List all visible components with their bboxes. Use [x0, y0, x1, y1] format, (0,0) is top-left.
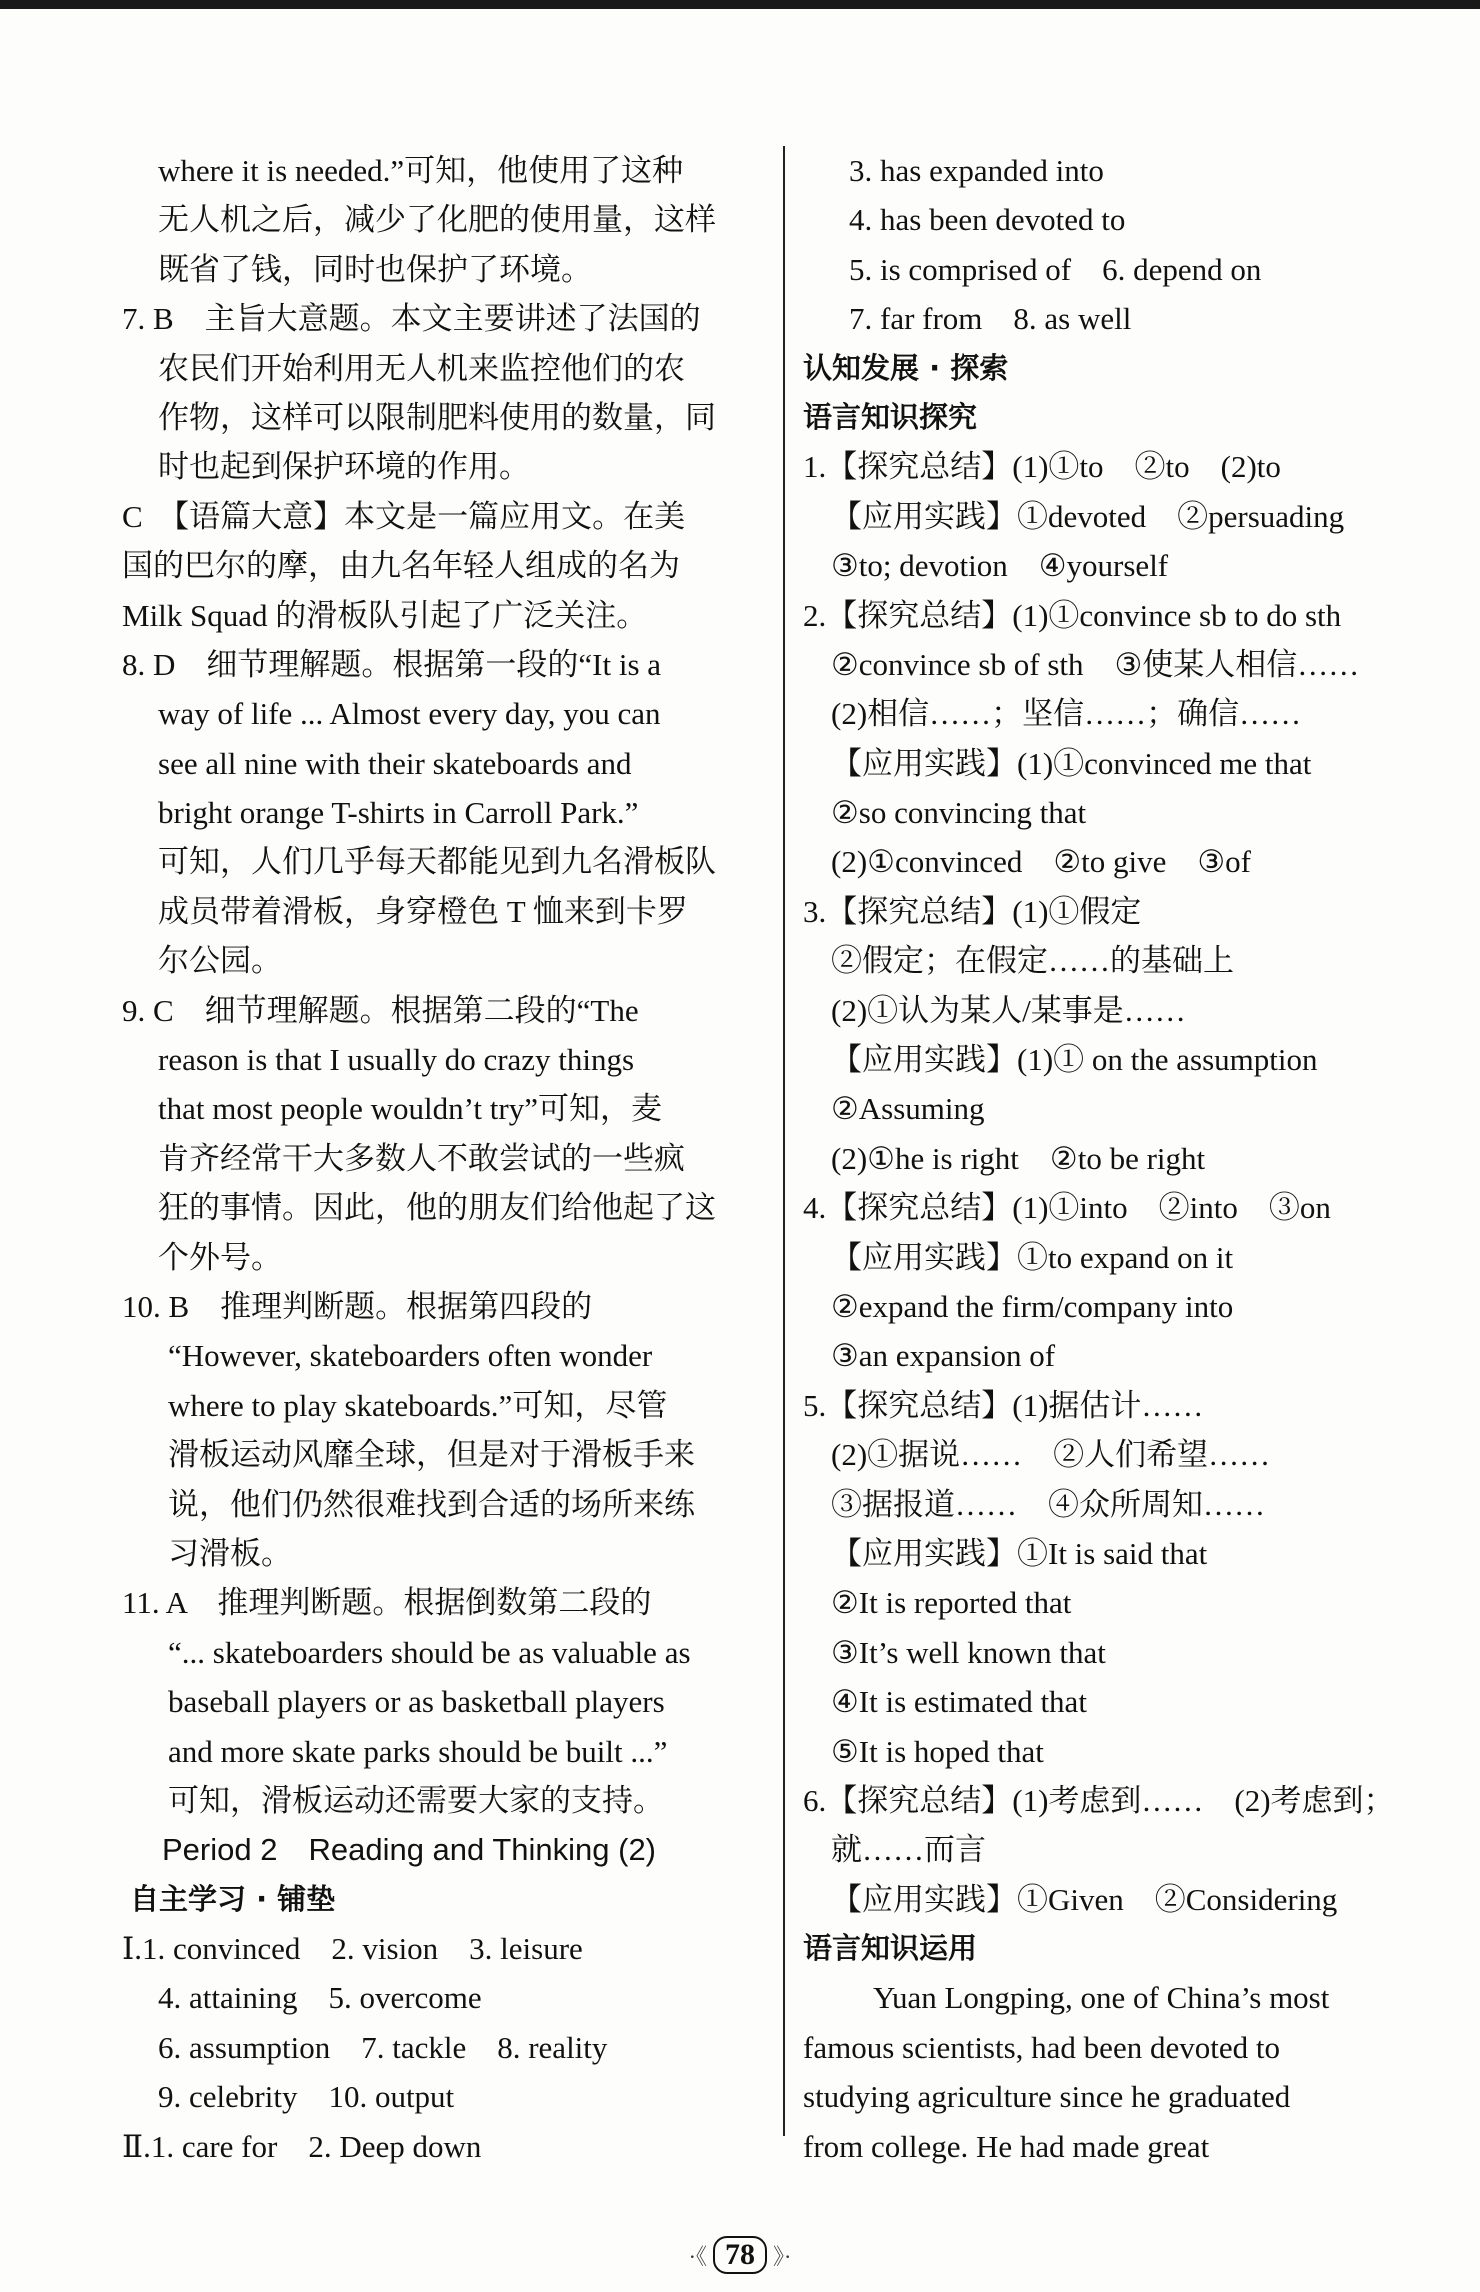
right-text-line: Yuan Longping, one of China’s most [873, 1980, 1330, 2016]
right-text-line: ②expand the firm/company into [831, 1288, 1234, 1324]
right-text-line: (2)①he is right ②to be right [831, 1140, 1206, 1176]
left-text-line: 自主学习 · 铺垫 [130, 1881, 336, 1916]
right-text-line: 【应用实践】①to expand on it [831, 1239, 1234, 1275]
right-text-line: (2)相信……；坚信……；确信…… [831, 696, 1302, 732]
page-number-footer [0, 2236, 1480, 2274]
right-text-line: 语言知识运用 [803, 1931, 978, 1966]
right-text-line: 认知发展 · 探索 [803, 350, 1009, 385]
left-text-line: baseball players or as basketball players [168, 1684, 665, 1720]
left-text-line: 时也起到保护环境的作用。 [158, 449, 530, 485]
right-text-line: ②so convincing that [831, 795, 1087, 831]
left-text-line: way of life ... Almost every day, you can [158, 696, 661, 732]
right-text-line: 3.【探究总结】(1)①假定 [803, 893, 1142, 929]
left-text-line: 9. celebrity 10. output [158, 2079, 455, 2115]
right-text-line: from college. He had made great [803, 2128, 1210, 2164]
left-text-line: 尔公园。 [158, 943, 282, 979]
right-text-line: ③to; devotion ④yourself [831, 548, 1169, 584]
right-text-line: ③an expansion of [831, 1338, 1056, 1374]
left-text-line: 6. assumption 7. tackle 8. reality [158, 2029, 608, 2065]
left-text-line: 个外号。 [158, 1239, 282, 1275]
right-text-line: 【应用实践】①Given ②Considering [831, 1881, 1338, 1917]
left-text-line: 滑板运动风靡全球，但是对于滑板手来 [168, 1437, 695, 1473]
right-text-line: ⑤It is hoped that [831, 1733, 1044, 1769]
left-text-line: 8. D 细节理解题。根据第一段的“It is a [122, 646, 662, 682]
left-text-line: reason is that I usually do crazy things [158, 1042, 635, 1078]
left-text-line: 9. C 细节理解题。根据第二段的“The [122, 992, 639, 1028]
right-text-line: ②Assuming [831, 1091, 985, 1127]
left-text-line: bright orange T-shirts in Carroll Park.” [158, 795, 639, 831]
left-text-line: 既省了钱，同时也保护了环境。 [158, 251, 592, 287]
left-text-line: 可知，滑板运动还需要大家的支持。 [168, 1782, 664, 1818]
column-divider [783, 146, 785, 2136]
left-text-line: “... skateboarders should be as valuable as [168, 1634, 691, 1670]
left-text-line: 成员带着滑板，身穿橙色 T 恤来到卡罗 [158, 893, 688, 929]
right-text-line: 【应用实践】(1)①convinced me that [831, 745, 1312, 781]
right-text-line: studying agriculture since he graduated [803, 2079, 1291, 2115]
left-text-line: 4. attaining 5. overcome [158, 1980, 482, 2016]
left-text-line: and more skate parks should be built ...” [168, 1733, 668, 1769]
left-column [122, 146, 762, 2171]
left-text-line: that most people wouldn’t try”可知，麦 [158, 1091, 662, 1127]
left-text-line: 习滑板。 [168, 1535, 292, 1571]
right-text-line: (2)①认为某人/某事是…… [831, 992, 1186, 1028]
left-text-line: Period 2 Reading and Thinking (2) [162, 1832, 657, 1868]
left-text-line: 狂的事情。因此，他的朋友们给他起了这 [158, 1190, 716, 1226]
left-text-line: see all nine with their skateboards and [158, 745, 632, 781]
left-text-line: 可知，人们几乎每天都能见到九名滑板队 [158, 844, 716, 880]
right-text-line: 6.【探究总结】(1)考虑到…… (2)考虑到； [803, 1782, 1395, 1818]
left-text-line: 国的巴尔的摩，由九名年轻人组成的名为 [122, 548, 680, 584]
right-text-line: 5.【探究总结】(1)据估计…… [803, 1387, 1204, 1423]
page-top-border [0, 0, 1480, 9]
left-text-line: Ⅱ.1. care for 2. Deep down [122, 2128, 482, 2164]
left-text-line: Milk Squad 的滑板队引起了广泛关注。 [122, 597, 648, 633]
right-text-line: 1.【探究总结】(1)①to ②to (2)to [803, 449, 1281, 485]
right-text-line: ②convince sb of sth ③使某人相信…… [831, 646, 1360, 682]
right-text-line: 【应用实践】①devoted ②persuading [831, 498, 1345, 534]
left-text-line: 作物，这样可以限制肥料使用的数量，同 [158, 399, 716, 435]
left-text-line: where to play skateboards.”可知，尽管 [168, 1387, 668, 1423]
left-text-line: “However, skateboarders often wonder [168, 1338, 653, 1374]
right-text-line: ③据报道…… ④众所周知…… [831, 1486, 1265, 1522]
right-column [803, 146, 1443, 2171]
page-number: 78 [713, 2236, 767, 2274]
right-text-line: 3. has expanded into [849, 153, 1104, 188]
left-text-line: 无人机之后，减少了化肥的使用量，这样 [158, 202, 716, 238]
left-text-line: 11. A 推理判断题。根据倒数第二段的 [122, 1585, 652, 1621]
right-text-line: ②It is reported that [831, 1585, 1072, 1621]
page-number-left-ornament: ·《 [688, 2244, 707, 2269]
left-text-line: 7. B 主旨大意题。本文主要讲述了法国的 [122, 301, 701, 337]
left-text-line: 10. B 推理判断题。根据第四段的 [122, 1288, 593, 1324]
right-text-line: (2)①据说…… ②人们希望…… [831, 1437, 1271, 1473]
left-text-line: C 【语篇大意】本文是一篇应用文。在美 [122, 498, 686, 534]
right-text-line: 【应用实践】(1)① on the assumption [831, 1042, 1318, 1078]
right-text-line: 4. has been devoted to [849, 202, 1126, 238]
left-text-line: 肯齐经常干大多数人不敢尝试的一些疯 [158, 1140, 685, 1176]
left-text-line: 农民们开始利用无人机来监控他们的农 [158, 350, 685, 386]
right-text-line: 语言知识探究 [803, 399, 978, 434]
right-text-line: ②假定；在假定……的基础上 [831, 943, 1234, 979]
right-text-line: ④It is estimated that [831, 1684, 1087, 1720]
left-text-line: Ⅰ.1. convinced 2. vision 3. leisure [122, 1931, 583, 1967]
right-text-line: 2.【探究总结】(1)①convince sb to do sth [803, 597, 1342, 633]
right-text-line: ③It’s well known that [831, 1634, 1106, 1670]
right-text-line: 就……而言 [831, 1832, 986, 1868]
right-text-line: 5. is comprised of 6. depend on [849, 251, 1262, 287]
left-text-line: 说，他们仍然很难找到合适的场所来练 [168, 1486, 695, 1522]
right-text-line: 【应用实践】①It is said that [831, 1535, 1208, 1571]
right-text-line: famous scientists, had been devoted to [803, 2029, 1280, 2065]
left-text-line: where it is needed.”可知，他使用了这种 [158, 153, 684, 188]
right-text-line: 7. far from 8. as well [849, 301, 1132, 337]
page-number-right-ornament: 》· [773, 2244, 792, 2269]
right-text-line: 4.【探究总结】(1)①into ②into ③on [803, 1190, 1331, 1226]
right-text-line: (2)①convinced ②to give ③of [831, 844, 1251, 880]
